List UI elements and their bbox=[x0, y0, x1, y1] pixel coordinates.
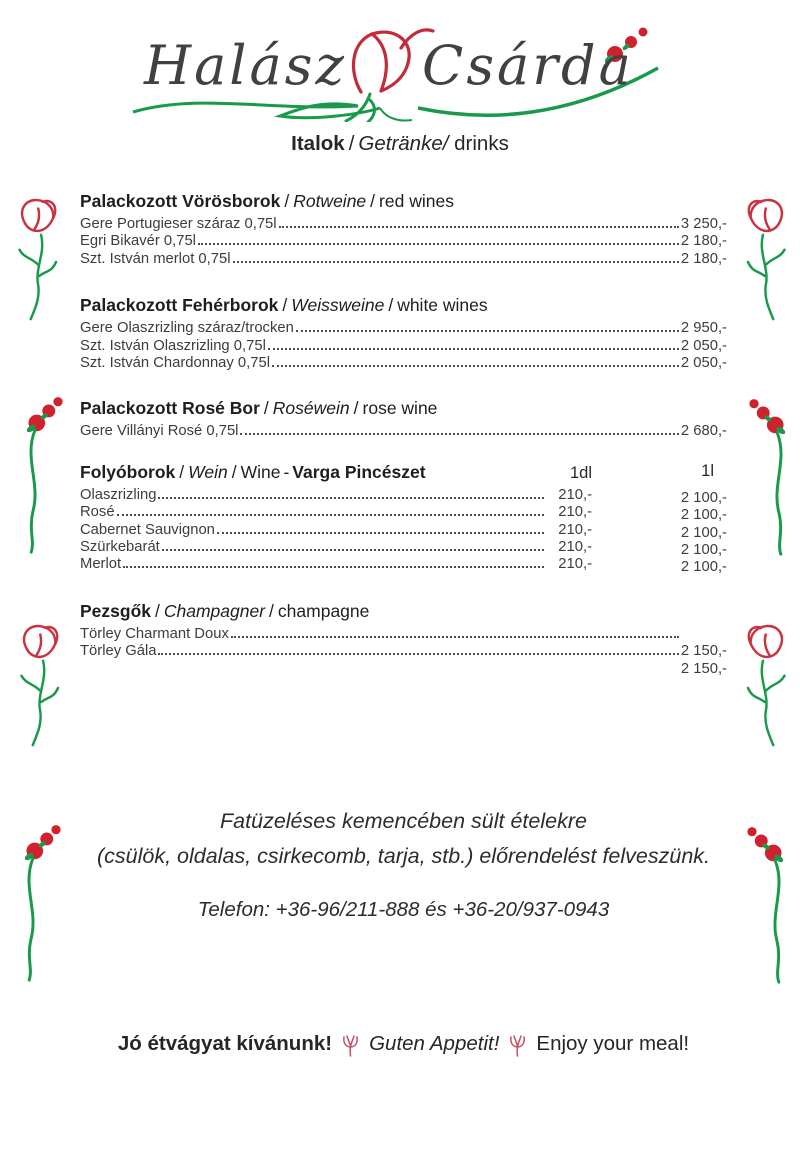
dot-leader bbox=[272, 365, 679, 367]
menu-item-row bbox=[80, 539, 727, 559]
heading-separator: / bbox=[284, 191, 290, 211]
item-name: Egri Bikavér 0,75l bbox=[80, 233, 196, 250]
heading-de: Rotweine bbox=[293, 191, 367, 211]
item-name: Szt. István Olaszrizling 0,75l bbox=[80, 337, 266, 354]
menu-item-row bbox=[80, 320, 727, 337]
small-tulip-icon bbox=[341, 1034, 360, 1057]
berry-sprig-icon bbox=[740, 822, 788, 990]
item-name: Cabernet Sauvignon bbox=[80, 521, 215, 538]
item-price: 2 050,- bbox=[680, 337, 727, 354]
heading-en: Wine bbox=[240, 461, 281, 482]
heading-hu: Palackozott Fehérborok bbox=[80, 295, 279, 316]
heading-hu: Palackozott Rosé Bor bbox=[80, 398, 260, 419]
item-name: Törley Charmant Doux bbox=[80, 625, 229, 642]
heading-separator: / bbox=[263, 398, 269, 419]
section-heading bbox=[80, 296, 727, 315]
item-price: 2 680,- bbox=[680, 423, 727, 440]
menu-item-row bbox=[80, 661, 727, 678]
heading-producer: Varga Pincészet bbox=[292, 461, 426, 482]
dot-leader bbox=[117, 514, 544, 516]
heading-separator: / bbox=[388, 295, 394, 316]
menu-content bbox=[80, 192, 727, 1056]
section-champagne bbox=[80, 602, 727, 678]
heading-en: rose wine bbox=[362, 398, 438, 419]
title-de: Getränke/ bbox=[358, 132, 449, 155]
item-price-1dl: 210,- bbox=[558, 539, 592, 556]
item-price: 2 050,- bbox=[680, 355, 727, 372]
item-price: 2 950,- bbox=[680, 320, 727, 337]
berry-sprig-icon bbox=[22, 392, 70, 560]
dot-leader bbox=[268, 348, 679, 350]
berry-sprig-icon bbox=[20, 820, 68, 988]
item-name: Szürkebarát bbox=[80, 539, 160, 556]
heading-separator: / bbox=[370, 191, 376, 211]
title-en: drinks bbox=[454, 132, 509, 155]
dot-leader bbox=[198, 243, 679, 245]
menu-item-row bbox=[80, 216, 727, 233]
section-draft-wines bbox=[80, 463, 727, 574]
footer-hu: Jó étvágyat kívánunk! bbox=[117, 1032, 333, 1056]
item-name: Merlot bbox=[80, 556, 122, 573]
tulip-rose-icon bbox=[732, 620, 792, 754]
draft-heading-left bbox=[80, 463, 592, 487]
restaurant-logo bbox=[0, 22, 800, 122]
dot-leader bbox=[158, 497, 544, 499]
logo-artwork bbox=[118, 22, 680, 122]
menu-item-row bbox=[80, 556, 727, 576]
page-title bbox=[0, 132, 800, 156]
dot-leader bbox=[217, 532, 544, 534]
item-name: Törley Gála bbox=[80, 643, 157, 660]
item-price: 2 180,- bbox=[680, 233, 727, 250]
heading-hu: Folyóborok bbox=[80, 461, 176, 482]
footer-en: Enjoy your meal! bbox=[536, 1032, 690, 1056]
item-name: Gere Olaszrizling száraz/trocken bbox=[80, 320, 294, 337]
item-price: 2 150,- bbox=[680, 660, 727, 677]
dot-leader bbox=[123, 566, 544, 568]
heading-de: Wein bbox=[188, 461, 228, 482]
dot-leader bbox=[158, 653, 678, 655]
heading-dash: - bbox=[283, 461, 290, 482]
footer-greeting bbox=[80, 1032, 727, 1056]
section-red-wines bbox=[80, 192, 727, 268]
phone-line: Telefon: +36-96/211-888 és +36-20/937-0943 bbox=[197, 898, 610, 922]
heading-separator: / bbox=[179, 461, 185, 482]
heading-en: champagne bbox=[277, 600, 370, 621]
tulip-rose-icon bbox=[14, 620, 74, 754]
dot-leader bbox=[279, 226, 679, 228]
menu-item-row bbox=[80, 504, 727, 524]
menu-item-row bbox=[80, 355, 727, 372]
item-name: Gere Villányi Rosé 0,75l bbox=[80, 423, 239, 440]
section-heading bbox=[80, 192, 727, 211]
note-line-1: Fatüzeléses kemencében sült ételekre bbox=[220, 809, 587, 834]
item-price-1dl: 210,- bbox=[558, 521, 592, 538]
logo-stem-icon bbox=[346, 94, 374, 122]
dot-leader bbox=[231, 636, 679, 638]
menu-item-row bbox=[80, 233, 727, 250]
title-separator: / bbox=[348, 132, 355, 155]
small-tulip-icon bbox=[508, 1034, 527, 1057]
menu-item-row bbox=[80, 626, 727, 643]
item-price-1l: 2 100,- bbox=[680, 524, 727, 541]
item-name: Gere Portugieser száraz 0,75l bbox=[80, 216, 277, 232]
tulip-rose-icon bbox=[732, 194, 792, 328]
item-price-1l: 2 100,- bbox=[680, 507, 727, 524]
item-price: 2 150,- bbox=[680, 643, 727, 660]
menu-item-row bbox=[80, 338, 727, 355]
item-price-1dl: 210,- bbox=[558, 556, 592, 573]
heading-separator: / bbox=[282, 295, 288, 316]
heading-de: Roséwein bbox=[272, 398, 350, 419]
item-price-1l: 2 100,- bbox=[680, 489, 727, 506]
footer-de: Guten Appetit! bbox=[369, 1032, 500, 1056]
heading-de: Weissweine bbox=[291, 295, 385, 316]
section-heading bbox=[80, 399, 727, 418]
item-name: Olaszrizling bbox=[80, 486, 157, 503]
dot-leader bbox=[240, 433, 678, 435]
item-name: Szt. István Chardonnay 0,75l bbox=[80, 355, 271, 372]
heading-de: Champagner bbox=[163, 600, 266, 621]
title-hu: Italok bbox=[291, 132, 345, 155]
logo-word-2: Csárda bbox=[422, 34, 634, 97]
item-price-1dl: 210,- bbox=[558, 504, 592, 521]
section-heading bbox=[80, 602, 727, 621]
section-white-wines bbox=[80, 296, 727, 372]
dot-leader bbox=[233, 261, 679, 263]
menu-item-row bbox=[80, 251, 727, 268]
tulip-rose-icon bbox=[12, 194, 72, 328]
draft-heading-row bbox=[80, 463, 727, 487]
heading-separator: / bbox=[269, 600, 274, 621]
item-name: Rosé bbox=[80, 504, 115, 521]
item-price-1l: 2 100,- bbox=[680, 542, 727, 559]
menu-item-row bbox=[80, 423, 727, 440]
heading-hu: Palackozott Vörösborok bbox=[80, 191, 281, 211]
heading-separator: / bbox=[155, 600, 160, 621]
item-name: Szt. István merlot 0,75l bbox=[80, 250, 231, 267]
heading-en: white wines bbox=[397, 295, 488, 316]
berry-sprig-icon bbox=[742, 394, 790, 562]
section-heading bbox=[80, 463, 426, 482]
menu-item-row bbox=[80, 522, 727, 539]
column-header-1l: 1l bbox=[701, 461, 714, 480]
dot-leader bbox=[162, 549, 544, 551]
menu-item-row bbox=[80, 487, 727, 504]
heading-en: red wines bbox=[379, 191, 454, 211]
item-price-1l: 2 100,- bbox=[680, 559, 727, 576]
heading-separator: / bbox=[353, 398, 359, 419]
preorder-note bbox=[80, 804, 727, 874]
dot-leader bbox=[296, 330, 679, 332]
logo-word-1: Halász bbox=[144, 34, 347, 97]
item-price-1dl: 210,- bbox=[558, 486, 592, 503]
heading-separator: / bbox=[231, 461, 237, 482]
column-header-1dl: 1dl bbox=[569, 463, 592, 482]
item-price: 3 250,- bbox=[680, 216, 727, 232]
heading-hu: Pezsgők bbox=[80, 600, 151, 621]
menu-item-row bbox=[80, 643, 727, 660]
section-rose-wine bbox=[80, 399, 727, 440]
note-line-2: (csülök, oldalas, csirkecomb, tarja, stb.) előrendelést felveszünk. bbox=[96, 844, 710, 869]
item-price: 2 180,- bbox=[680, 250, 727, 267]
